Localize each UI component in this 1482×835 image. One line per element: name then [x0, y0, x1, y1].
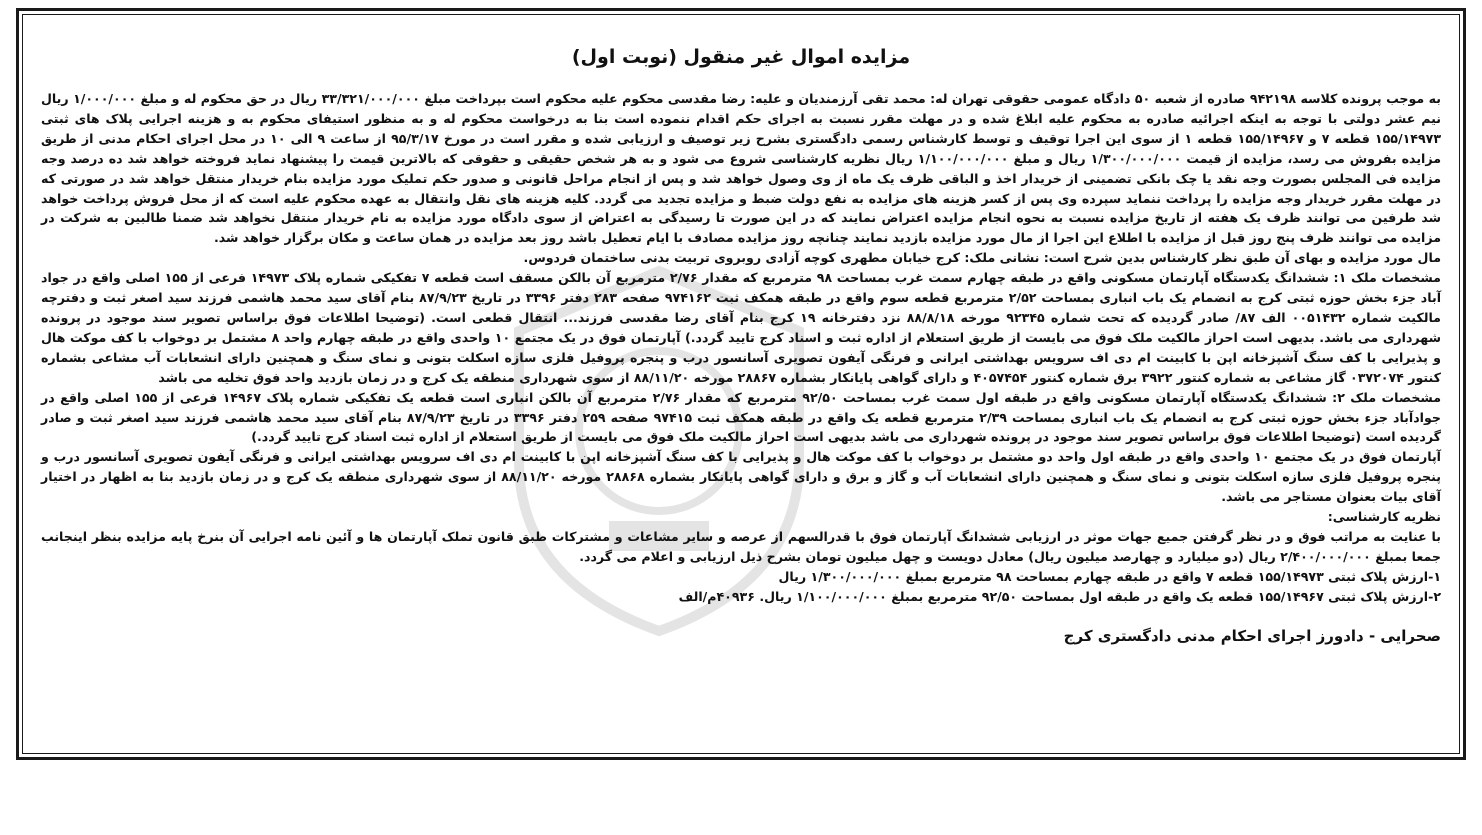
- notice-title: مزایده اموال غیر منقول (نوبت اول): [571, 46, 911, 68]
- notice-paragraph-address: مال مورد مزایده و بهای آن طبق نظر کارشناس بدین شرح است: نشانی ملک: کرج خیابان مطهری کوچه آزادی روبروی تربیت بدنی ساختمان فردوس.: [523, 250, 1441, 266]
- notice-paragraph-property-1: مشخصات ملک ۱: ششدانگ یکدستگاه آپارتمان مسکونی واقع در طبقه چهارم سمت غرب بمساحت ۹۸ مترمربع که مقدار ۲/۷۶ مترمربع آن بالکن مسقف است قطعه ۷ تفکیکی شماره پلاک ۱۴۹۷۳ فرعی از ۱۵۵ اصلی واقع در جواد آباد جزء بخش حوزه ثبتی کرج به انضمام یک باب انباری بمساحت ۲/۵۲ مترمربع قطعه سوم واقع در طبقه همکف ثبت ۹۷۴۱۶۲ صفحه ۲۸۳ دفتر ۳۳۹۶ در تاریخ ۸۷/۹/۲۳ بنام آقای سید محمد هاشمی فرزند سید اصغر ثبت و دفترچه مالکیت شماره ۰۰۵۱۴۳۲ الف ۸۷/ صادر گردیده که تحت شماره ۹۲۳۴۵ مورخه ۸۸/۸/۱۸ نزد دفترخانه ۱۹ کرج بنام آقای رضا مقدسی فرزند... انتقال قطعی است. (توضیحا اطلاعات فوق براساس تصویر سند موجود در پرونده شهرداری می باشد. بدیهی است احراز مالکیت ملک فوق می بایست از طریق استعلام از اداره ثبت و اسناد کرج تایید گردد.) آپارتمان فوق در یک مجتمع ۱۰ واحدی واقع در طبقه چهارم واحد ۸ مشتمل بر دوخواب با کف موکت هال و پذیرایی با کف سنگ آشپزخانه اپن با کابینت ام دی اف سرویس بهداشتی ایرانی و فرنگی آیفون تصویری آسانسور درب و پنجره پروفیل فلزی سازه اسکلت بتونی و نمای سنگ و همچنین دارای انشعابات آب مشاعی بشماره کنتور ۰۳۷۲۰۷۴ گاز مشاعی به شماره کنتور ۳۹۲۲ برق شماره کنتور ۴۰۵۷۴۵۴ و دارای گواهی پایانکار بشماره ۲۸۸۶۷ مورخه ۸۸/۱۱/۲۰ از سوی شهرداری منطقه یک کرج و در زمان بازدید واحد فوق تخلیه می باشد: [41, 270, 1442, 385]
- notice-paragraph-expert-opinion: با عنایت به مراتب فوق و در نظر گرفتن جمیع جهات موثر در ارزیابی ششدانگ آپارتمان فوق با قدرالسهم از عرصه و سایر مشاعات و مشترکات طبق قانون تملک آپارتمان ها و آئین نامه اجرایی آن بنرخ پایه مزایده بنظر اینجانب جمعا بمبلغ ۲/۴۰۰/۰۰۰/۰۰۰ ریال (دو میلیارد و چهارصد میلیون ریال) معادل دویست و چهل میلیون تومان بشرح ذیل ارزیابی و اعلام می گردد.: [41, 528, 1441, 564]
- notice-paragraph-value-2: ۲-ارزش پلاک ثبتی ۱۵۵/۱۴۹۶۷ قطعه یک واقع در طبقه اول بمساحت ۹۲/۵۰ مترمربع بمبلغ ۱/۱۰۰/۰۰۰/۰۰۰ ریال. ۴۰۹۳۶م/الف: [678, 588, 1441, 604]
- notice-paragraph-property-2: مشخصات ملک ۲: ششدانگ یکدستگاه آپارتمان مسکونی واقع در طبقه اول سمت غرب بمساحت ۹۲/۵۰ مترمربع که مقدار ۲/۷۶ مترمربع آن بالکن انباری است قطعه یک تفکیکی شماره پلاک ۱۴۹۶۷ فرعی از ۱۵۵ اصلی واقع در جوادآباد جزء بخش حوزه ثبتی کرج به انضمام یک باب انباری بمساحت ۲/۳۹ مترمربع قطعه یک واقع در طبقه همکف ثبت ۹۷۴۱۵ صفحه ۲۵۹ دفتر ۳۳۹۶ در تاریخ ۸۷/۹/۲۳ بنام آقای سید محمد هاشمی فرزند سید اصغر ثبت و صادر گردیده است (توضیحا اطلاعات فوق براساس تصویر سند موجود در پرونده شهرداری می باشد بدیهی است احراز مالکیت ملک فوق می بایست از طریق استعلام از اداره ثبت اسناد کرج تایید گردد.): [41, 389, 1442, 445]
- notice-frame: [16, 8, 1466, 760]
- notice-paragraph-main: به موجب پرونده کلاسه ۹۴۲۱۹۸ صادره از شعبه ۵۰ دادگاه عمومی حقوقی تهران له: محمد تقی آرزمندیان و علیه: رضا مقدسی محکوم علیه محکوم است بپرداخت مبلغ ۳۳/۳۲۱/۰۰۰/۰۰۰ ریال در حق محکوم له و مبلغ ۱/۰۰۰/۰۰۰ ریال نیم عشر دولتی با توجه به اینکه اجرائیه صادره به محکوم علیه ابلاغ شده و در مهلت مقرر نسبت به اجرای حکم اقدام ننموده است بنا به درخواست محکوم له و به منظور استیفای محکوم به و هزینه اجرایی پلاک های ثبتی ۱۵۵/۱۴۹۷۳ قطعه ۷ و ۱۵۵/۱۴۹۶۷ قطعه ۱ از سوی این اجرا توقیف و توسط کارشناس رسمی دادگستری بشرح زیر توصیف و ارزیابی شده و مقرر است در مورخ ۹۵/۳/۱۷ از ساعت ۹ الی ۱۰ در محل اجرای احکام مدنی از طریق مزایده بفروش می رسد، مزایده از قیمت ۱/۳۰۰/۰۰۰/۰۰۰ ریال و مبلغ ۱/۱۰۰/۰۰۰/۰۰۰ ریال نظریه کارشناسی شروع می شود و به هر شخص حقیقی و حقوقی که بالاترین قیمت را پیشنهاد نماید فروخته خواهد شد ده درصد وجه مزایده فی المجلس بصورت وجه نقد یا چک بانکی تضمینی از خریدار اخذ و الباقی ظرف یک ماه از وی وصول خواهد شد و پس از انجام مراحل قانونی و صدور حکم تملیک مورد مزایده بنام خریدار منتقل خواهد شد در صورتی که در مهلت مقرر خریدار وجه مزایده را پرداخت ننماید سپرده وی پس از کسر هزینه های مزایده به نفع دولت ضبط و مزایده تجدید می گردد. کلیه هزینه های نقل وانتقال به عهده محکوم علیه است که از محل فروش پرداخت خواهد شد طرفین می توانند ظرف یک هفته از تاریخ مزایده نسبت به نحوه انجام مزایده اعتراض نمایند که در این صورت تا رسیدگی به اعتراض از سوی دادگاه مورد مزایده به نام خریدار منتقل نخواهد شد ضمنا طالبین به شرکت در مزایده می توانند ظرف پنج روز قبل از مزایده با اطلاع این اجرا از مال مورد مزایده بازدید نمایند چنانچه روز مزایده مصادف با ایام تعطیل باشد روز بعد مزایده در همان ساعت و مکان برگزار خواهد شد.: [41, 91, 1442, 246]
- notice-paragraph-expert-heading: نظریه کارشناسی:: [1327, 509, 1441, 525]
- notice-content: [41, 45, 1441, 645]
- notice-signature: صحرایی - دادورز اجرای احکام مدنی دادگستری کرج: [1063, 626, 1441, 645]
- notice-paragraph-property-2-details: آپارتمان فوق در یک مجتمع ۱۰ واحدی واقع در طبقه اول واحد دو مشتمل بر دوخواب با کف موکت هال و پذیرایی با کف سنگ آشپزخانه اپن با کابینت ام دی اف سرویس بهداشتی ایرانی و فرنگی آیفون تصویری آسانسور درب و پنجره پروفیل فلزی سازه اسکلت بتونی و نمای سنگ و همچنین دارای انشعابات آب و گاز و برق و دارای گواهی پایانکار بشماره ۲۸۸۶۸ مورخه ۸۸/۱۱/۲۰ از سوی شهرداری منطقه یک کرج و در زمان بازدید بنا به اظهار در اختیار آقای بیات بعنوان مستاجر می باشد.: [41, 449, 1441, 505]
- notice-paragraph-value-1: ۱-ارزش پلاک ثبتی ۱۵۵/۱۴۹۷۳ قطعه ۷ واقع در طبقه چهارم بمساحت ۹۸ مترمربع بمبلغ ۱/۳۰۰/۰۰۰/۰۰۰ ریال: [778, 568, 1441, 584]
